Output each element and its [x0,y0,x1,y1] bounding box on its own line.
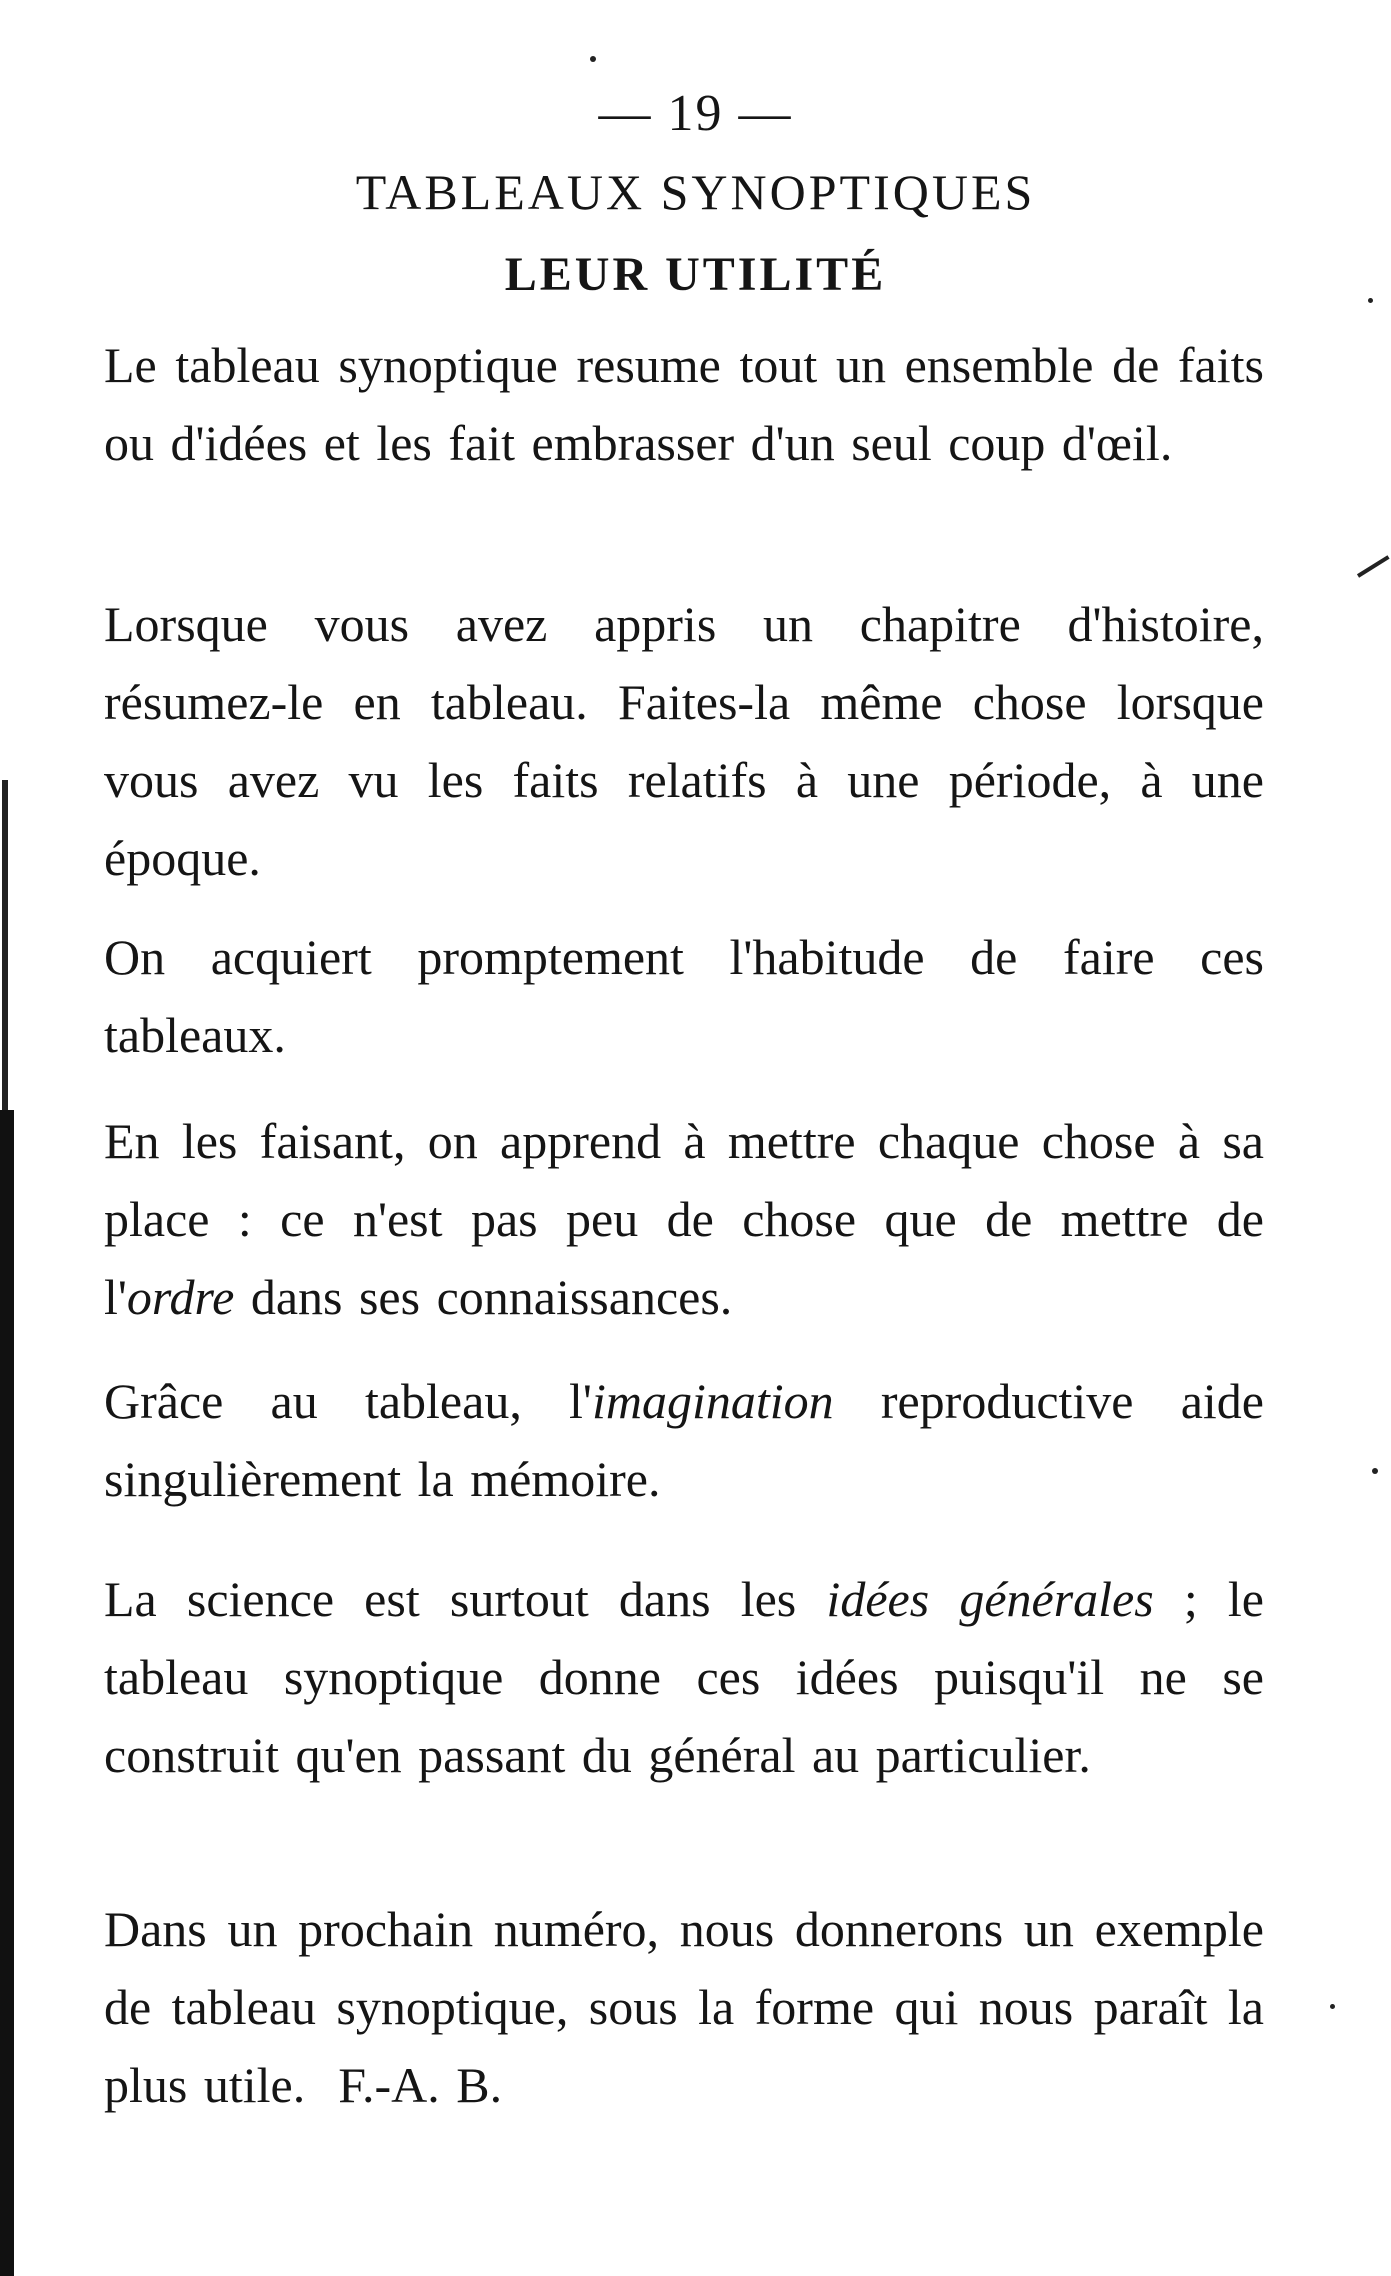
scan-speck [590,56,596,62]
paragraph-2: Lorsque vous avez appris un chapitre d'histoire, résumez-le en tableau. Faites-la même chose lorsque vous avez vu les faits relatifs à une période, à une époque. [104,596,1264,886]
scan-mark [1357,555,1390,577]
page-title: TABLEAUX SYNOPTIQUES [355,164,1036,220]
page-number: — 19 — [598,85,793,142]
paragraph-4-text-start: En les faisant, on apprend à mettre chaque chose à sa place : ce n'est pas peu de chose que de mettre de l' [104,1113,1264,1325]
paragraph-1: Le tableau synoptique resume tout un ensemble de faits ou d'idées et les fait embrasser d'un seul coup d'œil. [104,337,1264,471]
scan-edge-border [0,1110,14,2276]
paragraph-6 [104,1560,1264,1794]
paragraph-7-text: Dans un prochain numéro, nous donnerons un exemple de tableau synoptique, sous la forme qui nous paraît la plus utile. [104,1901,1264,2113]
paragraph-4 [104,1102,1264,1336]
paragraph-5 [104,1362,1264,1518]
author-signature: F.-A. B. [338,2057,503,2113]
paragraph-6-text-start: La science est surtout dans les [104,1571,827,1627]
scan-speck [1330,2004,1335,2009]
paragraph-6-text-end: ; le tableau synoptique donne ces idées puisqu'il ne se construit qu'en passant du général au particulier. [104,1571,1264,1783]
paragraph-4-text-end: dans ses connaissances. [234,1269,733,1325]
paragraph-6-emphasis: idées générales [826,1571,1154,1627]
paragraph-7 [104,1890,1264,2124]
paragraph-4-emphasis: ordre [126,1269,235,1325]
paragraph-5-text-start: Grâce au tableau, l' [104,1373,592,1429]
paragraph-5-text-end: reproductive aide singulièrement la mémoire. [104,1373,1264,1507]
scan-speck [1372,1468,1378,1474]
section-subtitle: LEUR UTILITÉ [504,248,887,301]
paragraph-5-emphasis: imagination [591,1373,834,1429]
scan-edge-shadow [2,780,8,1120]
paragraph-3: On acquiert promptement l'habitude de faire ces tableaux. [104,929,1264,1063]
